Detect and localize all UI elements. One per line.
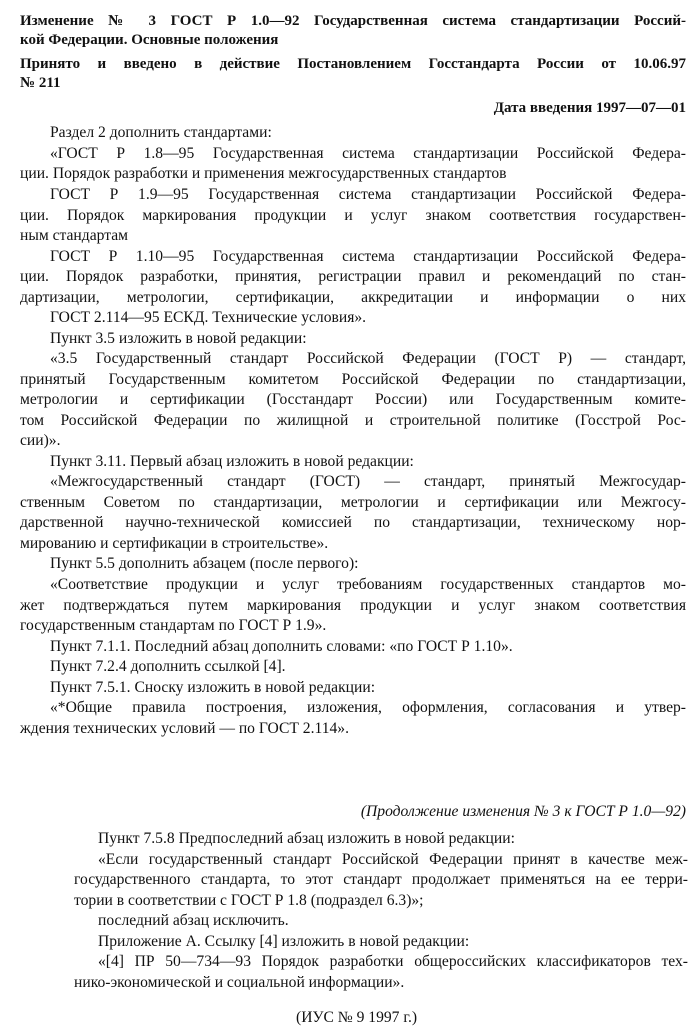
continuation-header: (Продолжение изменения № 3 к ГОСТ Р 1.0—92) (360, 803, 686, 820)
body-line: ным стандартам (20, 227, 129, 244)
body-line: «ГОСТ Р 1.8—95 Государственная система стандартизации Российской Федера- (50, 145, 686, 162)
body-line: Пункт 3.11. Первый абзац изложить в новой редакции: (50, 453, 414, 470)
body-line: ции. Порядок разработки, принятия, регистрации правил и рекомендаций по стан- (20, 268, 686, 285)
body-line: дартизации, метрологии, сертификации, аккредитации и информации о них (20, 289, 686, 306)
header-accepted-line1: Принято и введено в действие Постановлением Госстандарта России от 10.06.97 (20, 56, 686, 72)
body2-line: государственного стандарта, то этот стандарт продолжает применяться на ее терри- (74, 871, 688, 888)
body-line: ции. Порядок маркирования продукции и услуг знаком соответствия государствен- (20, 207, 686, 224)
body-line: «Соответствие продукции и услуг требованиям государственных стандартов мо- (50, 576, 686, 593)
body2-line: последний абзац исключить. (98, 912, 289, 929)
body-line: ственным Советом по стандартизации, метрологии и сертификации или Межгосу- (20, 494, 686, 511)
body2-line: «Если государственный стандарт Российской Федерации принят в качестве меж- (98, 851, 688, 868)
body-line: ции. Порядок разработки и применения межгосударственных стандартов (20, 165, 507, 182)
body-line: Раздел 2 дополнить стандартами: (50, 124, 272, 141)
body-line: «*Общие правила построения, изложения, оформления, согласования и утвер- (50, 699, 686, 716)
body-line: том Российской Федерации по жилищной и строительной политике (Госстрой Рос- (20, 412, 686, 429)
body-line: ГОСТ Р 1.10—95 Государственная система стандартизации Российской Федера- (50, 248, 686, 265)
body-line: Пункт 7.1.1. Последний абзац дополнить словами: «по ГОСТ Р 1.10». (50, 638, 513, 655)
body-line: метрологии и сертификации (Госстандарт России) или Государственным комите- (20, 391, 686, 408)
effective-date: Дата введения 1997—07—01 (493, 100, 686, 116)
body-line: «Межгосударственный стандарт (ГОСТ) — стандарт, принятый Межгосудар- (50, 473, 686, 490)
body-line: Пункт 5.5 дополнить абзацем (после первого): (50, 555, 359, 572)
body-line: Пункт 3.5 изложить в новой редакции: (50, 330, 307, 347)
body-line: Пункт 7.2.4 дополнить ссылкой [4]. (50, 658, 286, 675)
header-title-line1: Изменение № 3 ГОСТ Р 1.0—92 Государственная система стандартизации Россий- (20, 13, 686, 29)
body-line: мированию и сертификации в строительстве». (20, 535, 329, 552)
body-line: «3.5 Государственный стандарт Российской Федерации (ГОСТ Р) — стандарт, (50, 350, 686, 367)
body-line: сии)». (20, 432, 61, 449)
body-line: государственным стандартам по ГОСТ Р 1.9». (20, 617, 327, 634)
body-line: Пункт 7.5.1. Сноску изложить в новой редакции: (50, 679, 376, 696)
body2-line: Приложение А. Ссылку [4] изложить в новой редакции: (98, 933, 470, 950)
body-line: ГОСТ 2.114—95 ЕСКД. Технические условия». (50, 309, 367, 326)
body-line: жет подтверждаться путем маркирования продукции и услуг знаком соответствия (20, 597, 686, 614)
publication-reference: (ИУС № 9 1997 г.) (296, 1009, 418, 1026)
body-line: ГОСТ Р 1.9—95 Государственная система стандартизации Российской Федера- (50, 186, 686, 203)
header-accepted-line2: № 211 (20, 75, 61, 91)
body-line: дарственной научно-технической комиссией по стандартизации, техническому нор- (20, 514, 686, 531)
body2-line: Пункт 7.5.8 Предпоследний абзац изложить в новой редакции: (98, 830, 515, 847)
body-line: принятый Государственным комитетом Российской Федерации по стандартизации, (20, 371, 686, 388)
body2-line: тории в соответствии с ГОСТ Р 1.8 (подраздел 6.3)»; (74, 892, 424, 909)
body-line: ждения технических условий — по ГОСТ 2.114». (20, 720, 349, 737)
body2-line: нико-экономической и социальной информации». (74, 974, 405, 991)
header-title-line2: кой Федерации. Основные положения (20, 32, 279, 48)
body2-line: «[4] ПР 50—734—93 Порядок разработки общероссийских классификаторов тех- (98, 953, 688, 970)
